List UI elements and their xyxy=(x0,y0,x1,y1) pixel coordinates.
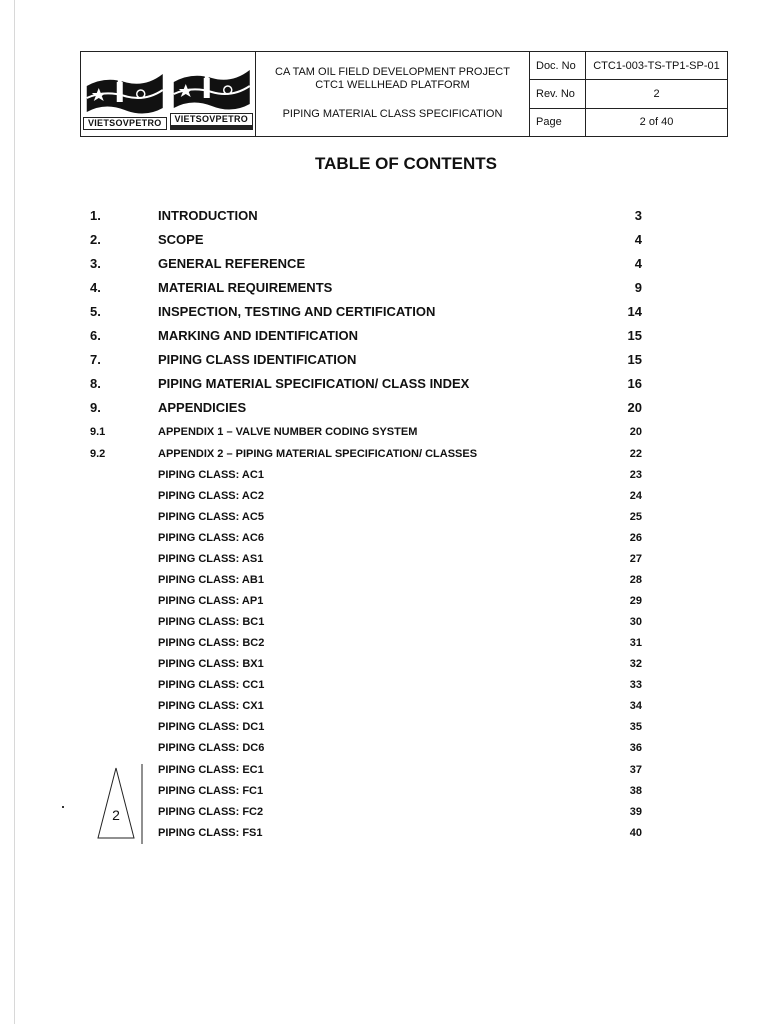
page-value: 2 of 40 xyxy=(639,116,674,129)
toc-entry xyxy=(90,614,642,634)
toc-entry-label: PIPING CLASS: DC6 xyxy=(158,742,265,754)
toc-entry-label: MARKING AND IDENTIFICATION xyxy=(158,328,359,343)
toc-entry xyxy=(90,593,642,613)
page-label: Page xyxy=(530,109,586,136)
toc-entry-number: 6. xyxy=(90,328,101,343)
toc-entry xyxy=(90,424,642,444)
toc-entry xyxy=(90,509,642,529)
vietsovpetro-logo xyxy=(83,68,167,130)
toc-entry-label: PIPING CLASS: AC1 xyxy=(158,469,264,481)
rev-no-label: Rev. No xyxy=(530,80,586,107)
toc-entry-page: 40 xyxy=(629,827,642,839)
toc-entry-label: INSPECTION, TESTING AND CERTIFICATION xyxy=(158,304,436,319)
toc-entry-label: PIPING CLASS: CX1 xyxy=(158,700,264,712)
toc-entry-label: PIPING CLASS: FC2 xyxy=(158,806,264,818)
toc-entry-number: 9. xyxy=(90,400,101,415)
toc-entry-page: 37 xyxy=(629,764,642,776)
toc-entry xyxy=(90,255,642,275)
toc-entry-label: PIPING CLASS: AP1 xyxy=(158,595,264,607)
flag-emblem-icon xyxy=(83,68,167,116)
toc-entry xyxy=(90,231,642,251)
toc-entry-label: PIPING CLASS: AC5 xyxy=(158,511,264,523)
toc-entry xyxy=(90,351,642,371)
toc-entry-page: 29 xyxy=(629,595,642,607)
toc-entry-page: 38 xyxy=(629,785,642,797)
logo-text-right: VIETSOVPETRO xyxy=(170,113,254,126)
toc-entry xyxy=(90,783,642,803)
toc-entry-label: APPENDICIES xyxy=(158,400,247,415)
toc-entry xyxy=(90,740,642,760)
toc-entry-label: PIPING CLASS: BC2 xyxy=(158,637,265,649)
toc-entry-page: 23 xyxy=(629,469,642,481)
toc-entry-label: INTRODUCTION xyxy=(158,208,258,223)
toc-entry-number: 1. xyxy=(90,208,101,223)
toc-entry-page: 3 xyxy=(634,208,642,223)
title-cell xyxy=(256,52,530,136)
toc-entry-page: 4 xyxy=(634,256,642,271)
toc-entry-page: 36 xyxy=(629,742,642,754)
toc-entry-page: 22 xyxy=(629,448,642,460)
toc-entry-number: 9.2 xyxy=(90,448,106,460)
toc-entry-label: PIPING CLASS IDENTIFICATION xyxy=(158,352,357,367)
toc-entry-number: 4. xyxy=(90,280,101,295)
toc-entry-label: PIPING CLASS: EC1 xyxy=(158,764,264,776)
toc-entry xyxy=(90,804,642,824)
doc-no-row xyxy=(530,52,727,80)
toc-title: TABLE OF CONTENTS xyxy=(315,154,497,173)
toc-entry xyxy=(90,399,642,419)
toc-entry xyxy=(90,572,642,592)
scan-speck xyxy=(62,806,64,808)
toc-entry xyxy=(90,327,642,347)
toc-entry-label: PIPING CLASS: BC1 xyxy=(158,616,265,628)
toc-entry-page: 15 xyxy=(627,328,642,343)
vietsovpetro-institute-logo xyxy=(170,64,254,130)
toc-entry xyxy=(90,375,642,395)
toc-entry-number: 9.1 xyxy=(90,426,106,438)
toc-entry-page: 14 xyxy=(627,304,642,319)
toc-entry-number: 2. xyxy=(90,232,101,247)
toc-entry-label: PIPING CLASS: BX1 xyxy=(158,658,264,670)
toc-entry xyxy=(90,825,642,845)
toc-entry xyxy=(90,446,642,466)
toc-entry xyxy=(90,207,642,227)
toc-entry-page: 9 xyxy=(634,280,642,295)
toc-entry-label: APPENDIX 1 – VALVE NUMBER CODING SYSTEM xyxy=(158,426,418,438)
toc-entry xyxy=(90,656,642,676)
toc-entry xyxy=(90,279,642,299)
toc-entry-label: GENERAL REFERENCE xyxy=(158,256,306,271)
toc-entry-page: 4 xyxy=(634,232,642,247)
page-row xyxy=(530,109,727,136)
revision-triangle-icon xyxy=(96,764,144,844)
flag-emblem-icon xyxy=(170,64,254,112)
toc-entry-label: PIPING CLASS: AC2 xyxy=(158,490,264,502)
toc-entry xyxy=(90,467,642,487)
logo-text-left: VIETSOVPETRO xyxy=(83,117,167,130)
revision-number: 2 xyxy=(112,807,120,823)
toc-entry-page: 26 xyxy=(629,532,642,544)
toc-entry-label: PIPING MATERIAL SPECIFICATION/ CLASS INDEX xyxy=(158,376,470,391)
meta-cell xyxy=(530,52,727,136)
toc-entry-page: 28 xyxy=(629,574,642,586)
toc-entry xyxy=(90,303,642,323)
toc-entry-page: 20 xyxy=(629,426,642,438)
toc-entry-label: PIPING CLASS: AB1 xyxy=(158,574,264,586)
toc-entry-page: 27 xyxy=(629,553,642,565)
toc-entry-number: 3. xyxy=(90,256,101,271)
toc-entry-label: PIPING CLASS: AS1 xyxy=(158,553,264,565)
toc-entry-page: 31 xyxy=(629,637,642,649)
toc-entry-label: PIPING CLASS: FS1 xyxy=(158,827,263,839)
doc-no-label: Doc. No xyxy=(530,52,586,79)
toc-entry-label: PIPING CLASS: DC1 xyxy=(158,721,265,733)
toc-entry-page: 30 xyxy=(629,616,642,628)
toc-entry-page: 16 xyxy=(627,376,642,391)
toc-entry-label: PIPING CLASS: CC1 xyxy=(158,679,265,691)
toc-entry xyxy=(90,762,642,782)
toc-entry-page: 25 xyxy=(629,511,642,523)
toc-entry-number: 5. xyxy=(90,304,101,319)
toc-entry-page: 35 xyxy=(629,721,642,733)
toc-entry-page: 15 xyxy=(627,352,642,367)
logo-cell xyxy=(81,52,256,136)
toc-entry xyxy=(90,530,642,550)
toc-entry xyxy=(90,488,642,508)
toc-entry xyxy=(90,677,642,697)
toc-entry-label: PIPING CLASS: AC6 xyxy=(158,532,264,544)
toc-entry xyxy=(90,698,642,718)
toc-entry-page: 33 xyxy=(629,679,642,691)
toc-entry xyxy=(90,635,642,655)
toc-entry-number: 8. xyxy=(90,376,101,391)
toc-entry xyxy=(90,719,642,739)
rev-no-row xyxy=(530,80,727,108)
toc-entry-page: 39 xyxy=(629,806,642,818)
toc-entry-label: SCOPE xyxy=(158,232,204,247)
project-title: CA TAM OIL FIELD DEVELOPMENT PROJECT xyxy=(275,66,510,78)
toc-entry xyxy=(90,551,642,571)
toc-entry-label: APPENDIX 2 – PIPING MATERIAL SPECIFICATION/ CLASSES xyxy=(158,448,478,460)
toc-entry-label: MATERIAL REQUIREMENTS xyxy=(158,280,333,295)
document-header xyxy=(80,51,728,137)
spec-title: PIPING MATERIAL CLASS SPECIFICATION xyxy=(282,108,503,120)
toc-entry-label: PIPING CLASS: FC1 xyxy=(158,785,264,797)
logo-subtitle-strip xyxy=(170,126,254,130)
platform-title: CTC1 WELLHEAD PLATFORM xyxy=(315,79,470,91)
doc-no-value: CTC1-003-TS-TP1-SP-01 xyxy=(593,59,720,72)
toc-entry-page: 20 xyxy=(627,400,642,415)
toc-entry-number: 7. xyxy=(90,352,101,367)
toc-entry-page: 32 xyxy=(629,658,642,670)
toc-entry-page: 34 xyxy=(629,700,642,712)
rev-no-value: 2 xyxy=(653,87,660,100)
toc-entry-page: 24 xyxy=(629,490,642,502)
